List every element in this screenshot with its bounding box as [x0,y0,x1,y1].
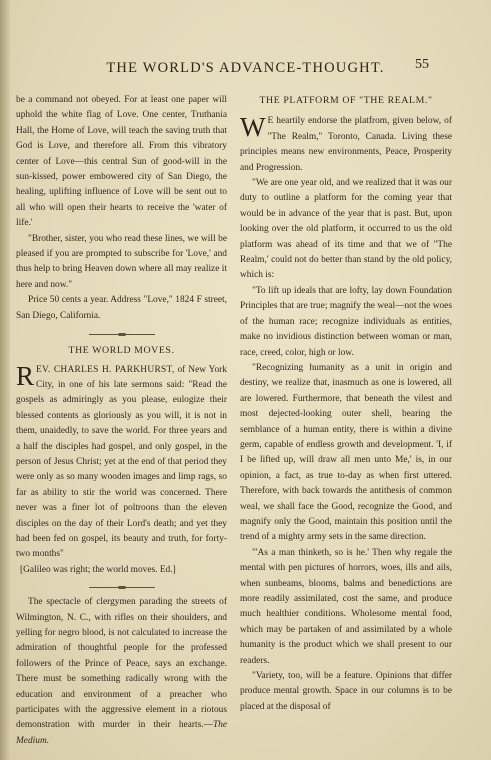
paragraph: "To lift up ideals that are lofty, lay down Foundation Principles that are true; magnify the weal—not the woes of the human race; recognize individuals as entities, make no invidious distinction between woman or man, race, creed, color, high or low. [240,285,452,358]
page-spine-shadow [0,0,10,760]
page-number: 55 [415,57,429,72]
section-divider [89,587,155,588]
paragraph: "Brother, sister, you who read these lines, we will be pleased if you are prompted to subscribe for 'Love,' and thus help to bring Heaven down where all may realize it here and now." [16,233,227,290]
article-body [240,114,452,176]
drop-cap: W [240,112,266,143]
article-body [16,595,227,749]
running-head: THE WORLD'S ADVANCE-THOUGHT. [106,60,385,76]
paragraph: be a command not obeyed. For at least one paper will uphold the white flag of Love. One center, Truthania Hall, the Home of Love, will teach the saving truth that God is Love, and therefore all. From this vibratory center of Love—this central Sun of good-will in the sun-kissed, power embowered city of San Diego, the healing, uplifting influence of Love will be sent out to all who will open their hearts to receive the 'water of life.' [16,95,227,229]
article-text: of New York City, in one of his late sermons said: "Read the gospels as admiringly as you please, eulogize their blessed contents as gloriously as you will, it is not in them, unaidedly, to save the world. For three years and a half the disciples had gospel, and only gospel, in the person of Jesus Christ; yet at the end of that period they were only as so many wooden images and limp rags, so far as ability to stir the world was concerned. There never was a finer lot of poltroons than the eleven disciples on the day of their Lord's death; and yet they had been fed on gospel, its beauty and truth, for forty-two months" [16,364,227,560]
paragraph: "Variety, too, will be a feature. Opinions that differ produce mental growth. Space in our columns is to be placed at the disposal of [240,671,452,712]
section-divider [89,334,155,335]
left-column [16,93,227,749]
editor-note: [Galileo was right; the world moves. Ed.] [20,564,176,575]
paragraph: "'As a man thinketh, so is he.' Then why regale the mental with pen pictures of horrors, woes, ills and ails, when sunbeams, blooms, balms and benedictions are more readily assimilated, cost the same, and produce much healthier conditions. Wholesome mental food, which may be partaken of and assimilated by a whole humanity is the product which we shall present to our readers. [240,547,452,666]
article-text: The spectacle of clergymen parading the streets of Wilmington, N. C., with rifles on their shoulders, and yelling for negro blood, is not calculated to increase the admiration of thoughtful people for the professed followers of the Prince of Peace, says an exchange. There must be something radically wrong with the education and environment of a preacher who participates with the aggressive element in a riotous demonstration with murder in their hearts.— [16,597,227,731]
right-column [240,93,452,715]
article-text: E heartily endorse the platfrom, given below, of "The Realm," Toronto, Canada. Living these principles means new environments, Peace, Prosperity and Progression. [240,116,452,173]
paragraph: Price 50 cents a year. Address "Love," 1824 F street, San Diego, California. [16,295,227,321]
paragraph: "We are one year old, and we realized that it was our duty to outline a platform for the coming year that would be in advance of the year that is past. But, upon looking over the old platform, it occurred to us the old platform was ahead of its time and that we of "The Realm,' could not do better than stand by the old policy, which is: [240,178,452,281]
article-body [16,360,227,563]
drop-cap: R [16,360,35,391]
source-citation: The Medium. [16,720,227,746]
section-title: THE PLATFORM OF "THE REALM." [259,95,433,106]
section-title: THE WORLD MOVES. [68,345,175,357]
paragraph: "Recognizing humanity as a unit in origin and destiny, we realize that, inasmuch as one is lowered, all are lowered. Furthermore, that beneath the vilest and most dejected-looking outer shell, bearing the semblance of a human entity, there is within a divine germ, capable of endless growth and development. 'I, if I be lifted up, will draw all men unto Me,' is, in our opinion, a fact, as true to-day as when first uttered. Therefore, with back towards the antithesis of common weal, we shall face the Good, recognize the Good, and magnify only the Good, maintain this position until the trend of a mighty army sets in the same direction. [240,362,452,543]
page-header [0,57,491,80]
person-name: EV. CHARLES H. PARKHURST, [36,364,175,375]
